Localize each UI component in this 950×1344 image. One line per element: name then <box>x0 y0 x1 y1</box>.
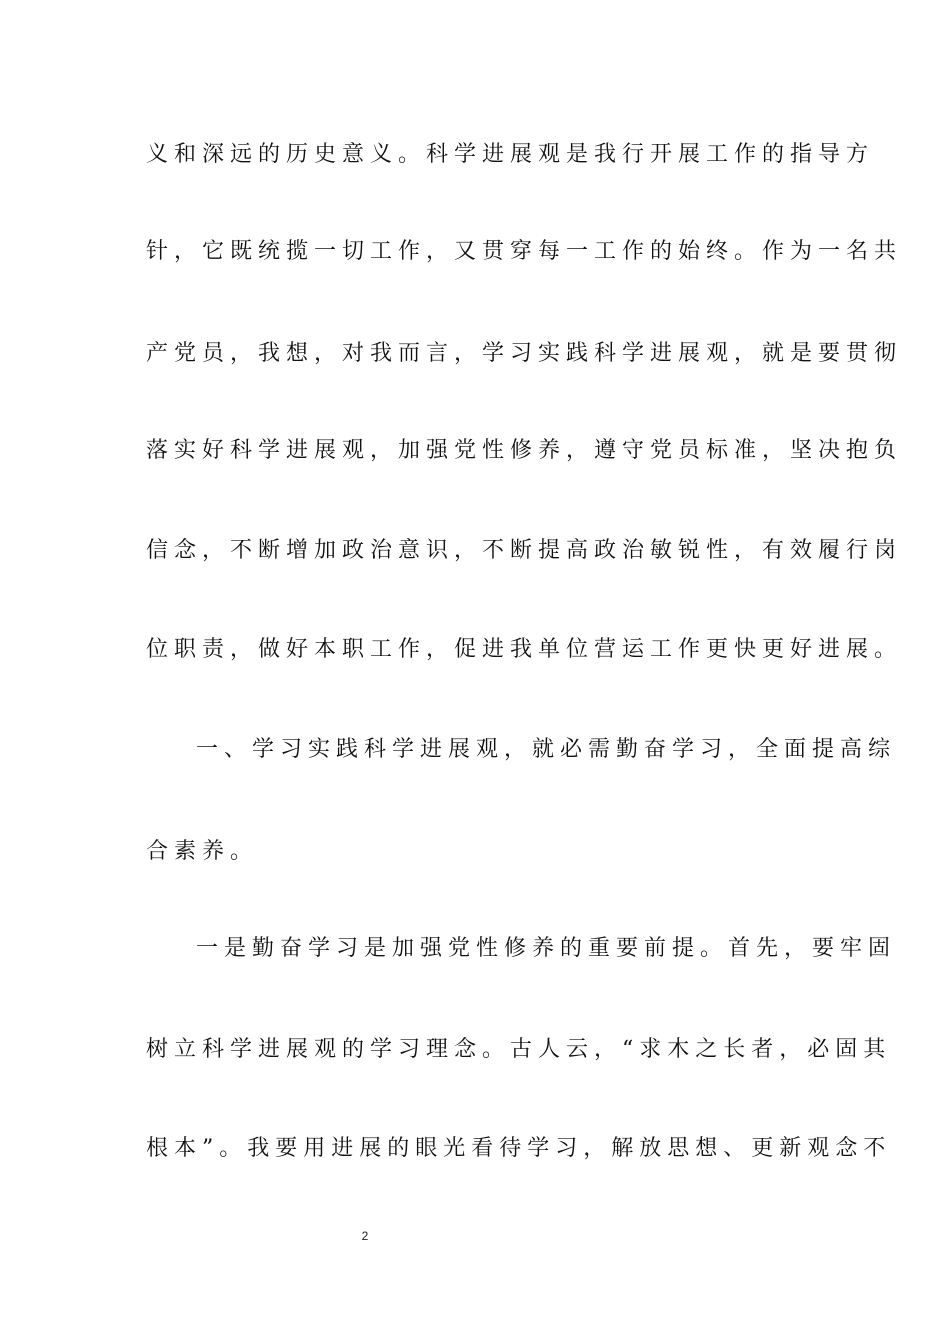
text-line: 针，它既统揽一切工作，又贯穿每一工作的始终。作为一名共 <box>146 239 903 264</box>
page-number: 2 <box>361 1229 369 1243</box>
paragraph-start-line: 一是勤奋学习是加强党性修养的重要前提。首先，要牢固 <box>196 936 897 961</box>
text-line: 落实好科学进展观，加强党性修养，遵守党员标准，坚决抱负 <box>146 438 903 463</box>
text-line: 位职责，做好本职工作，促进我单位营运工作更快更好进展。 <box>146 637 903 662</box>
paragraph-heading-line: 一、学习实践科学进展观，就必需勤奋学习，全面提高综 <box>196 737 897 762</box>
text-line: 根本”。我要用进展的眼光看待学习，解放思想、更新观念不 <box>146 1136 892 1161</box>
text-line: 义和深远的历史意义。科学进展观是我行开展工作的指导方 <box>146 142 875 167</box>
text-line: 信念，不断增加政治意识，不断提高政治敏锐性，有效履行岗 <box>146 538 903 563</box>
text-line: 产党员，我想，对我而言，学习实践科学进展观，就是要贯彻 <box>146 341 903 366</box>
text-line: 树立科学进展观的学习理念。古人云，“求木之长者，必固其 <box>146 1037 892 1062</box>
text-line: 合素养。 <box>146 839 259 864</box>
